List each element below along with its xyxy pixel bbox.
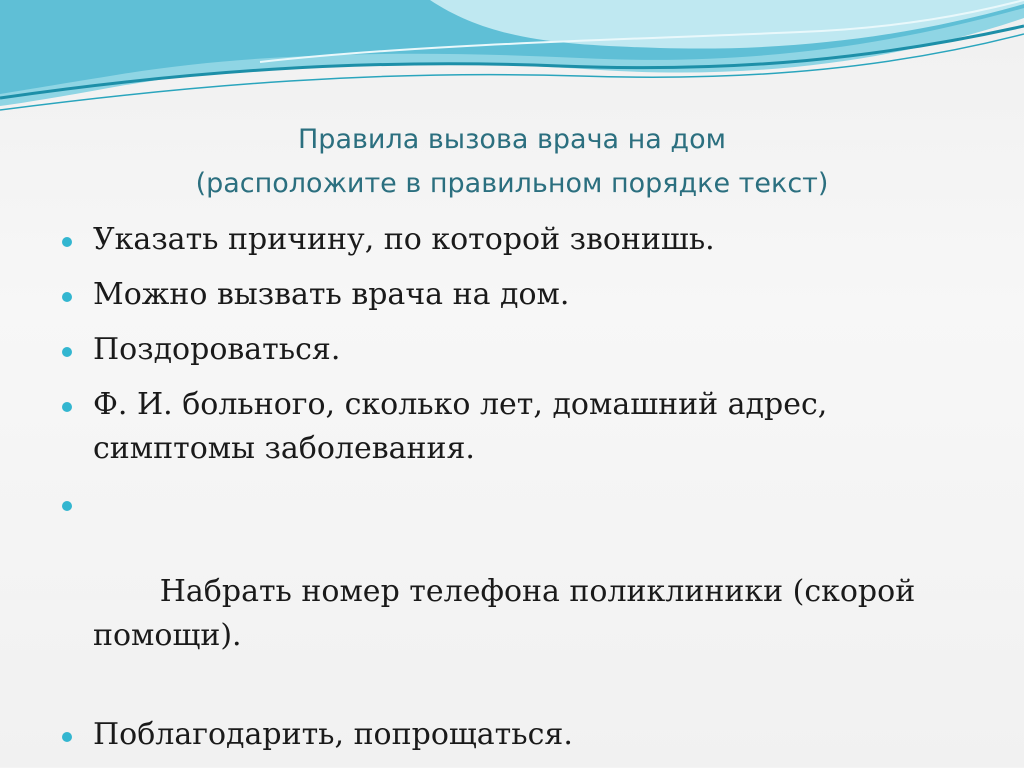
- list-item-text: Ф. И. больного, сколько лет, домашний адрес, симптомы заболевания.: [93, 387, 828, 466]
- bullet-icon: [62, 402, 72, 412]
- bullet-icon: [62, 501, 72, 511]
- list-item: [62, 273, 942, 317]
- decorative-wave-banner: [0, 0, 1024, 120]
- list-item-text: Указать причину, по которой звонишь.: [93, 222, 715, 257]
- title-line-2: (расположите в правильном порядке текст): [195, 168, 829, 199]
- list-item-text: Можно вызвать врача на дом.: [93, 277, 570, 312]
- title-line-1: Правила вызова врача на дом: [298, 124, 726, 155]
- slide-title: [80, 118, 944, 206]
- list-item-text: Набрать номер телефона поликлиники (скорой помощи).: [93, 574, 925, 653]
- bullet-icon: [62, 292, 72, 302]
- list-item-text: Поблагодарить, попрощаться.: [93, 717, 573, 752]
- list-item: [62, 328, 942, 372]
- bullet-icon: [62, 237, 72, 247]
- list-item: [62, 218, 942, 262]
- bullet-icon: [62, 347, 72, 357]
- bullet-icon: [62, 732, 72, 742]
- list-item: [62, 482, 942, 702]
- bullet-list: [62, 218, 942, 768]
- list-item-text: Поздороваться.: [93, 332, 341, 367]
- list-item: [62, 383, 942, 471]
- list-item: [62, 713, 942, 757]
